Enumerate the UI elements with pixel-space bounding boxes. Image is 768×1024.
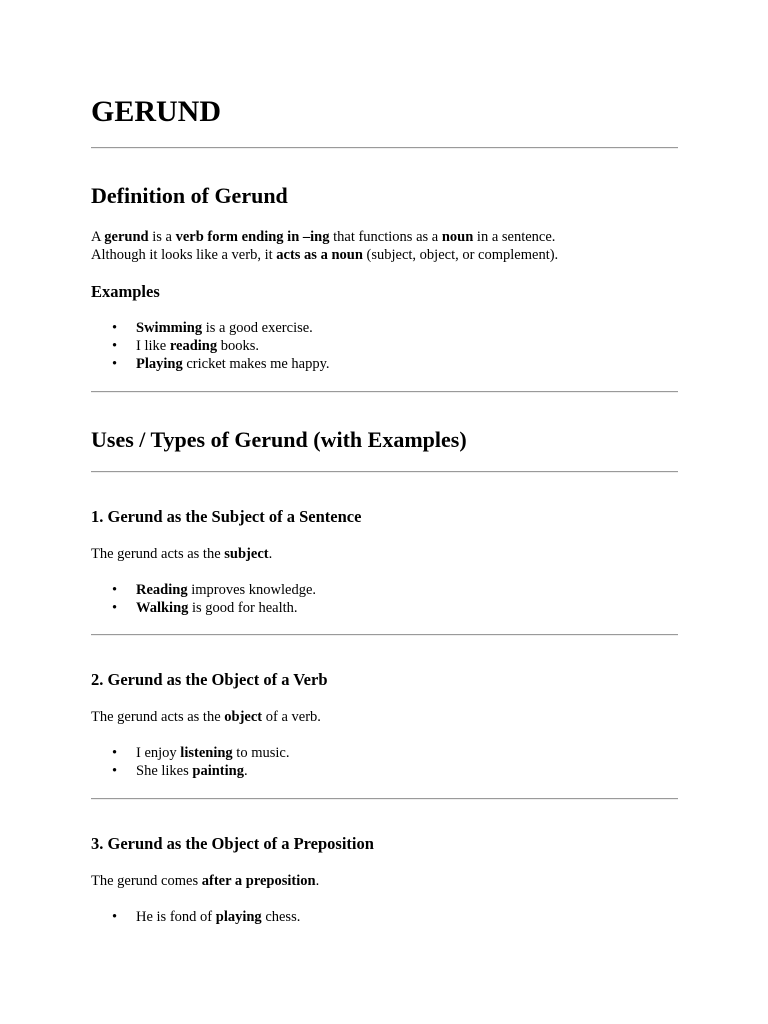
section-2-list bbox=[91, 744, 289, 780]
text-span: I like bbox=[136, 338, 170, 354]
definition-line-1 bbox=[91, 228, 555, 246]
bold-term: gerund bbox=[104, 229, 149, 245]
text-span: is a bbox=[148, 229, 176, 245]
list-item bbox=[91, 599, 316, 617]
text-span: is a good exercise. bbox=[202, 320, 313, 336]
text-span: The gerund acts as the bbox=[91, 709, 225, 725]
bold-term: Walking bbox=[136, 600, 189, 616]
list-item bbox=[91, 908, 300, 926]
bold-term: reading bbox=[169, 338, 218, 354]
section-3-heading: 3. Gerund as the Object of a Preposition bbox=[91, 834, 374, 853]
definition-heading: Definition of Gerund bbox=[91, 183, 288, 208]
bold-term: verb form ending in –ing bbox=[175, 229, 330, 245]
bullet-icon: • bbox=[112, 763, 118, 779]
text-span: . bbox=[243, 763, 248, 779]
text-span: . bbox=[315, 873, 320, 889]
bold-term: acts as a noun bbox=[276, 247, 363, 263]
horizontal-rule bbox=[91, 391, 678, 393]
text-span: in a sentence. bbox=[473, 229, 556, 245]
page-title: GERUND bbox=[91, 95, 222, 128]
horizontal-rule bbox=[91, 798, 678, 800]
section-1-list bbox=[91, 581, 316, 617]
bullet-icon: • bbox=[112, 356, 118, 372]
text-span: I enjoy bbox=[136, 745, 181, 761]
list-item bbox=[91, 355, 330, 373]
examples-heading: Examples bbox=[91, 282, 160, 301]
examples-list bbox=[91, 319, 330, 373]
text-span: (subject, object, or complement). bbox=[362, 247, 559, 263]
section-2-heading: 2. Gerund as the Object of a Verb bbox=[91, 670, 328, 689]
text-span: cricket makes me happy. bbox=[182, 356, 330, 372]
bold-term: Swimming bbox=[136, 320, 203, 336]
bold-term: Playing bbox=[136, 356, 183, 372]
text-span: is good for health. bbox=[188, 600, 298, 616]
horizontal-rule bbox=[91, 634, 678, 636]
section-1-description bbox=[91, 545, 272, 563]
text-span: that functions as a bbox=[329, 229, 442, 245]
text-span: The gerund acts as the bbox=[91, 546, 225, 562]
bullet-icon: • bbox=[112, 909, 118, 925]
bold-term: object bbox=[224, 709, 263, 725]
definition-line-2 bbox=[91, 246, 558, 264]
uses-heading: Uses / Types of Gerund (with Examples) bbox=[91, 427, 467, 452]
bullet-icon: • bbox=[112, 582, 118, 598]
list-item bbox=[91, 762, 289, 780]
bullet-icon: • bbox=[112, 600, 118, 616]
section-2-description bbox=[91, 708, 321, 726]
text-span: to music. bbox=[232, 745, 290, 761]
bold-term: Reading bbox=[136, 582, 188, 598]
bold-term: playing bbox=[215, 909, 262, 925]
horizontal-rule bbox=[91, 147, 678, 149]
horizontal-rule bbox=[91, 471, 678, 473]
bold-term: noun bbox=[441, 229, 474, 245]
text-span: books. bbox=[217, 338, 260, 354]
list-item bbox=[91, 337, 330, 355]
text-span: Although it looks like a verb, it bbox=[91, 247, 277, 263]
text-span: She likes bbox=[136, 763, 193, 779]
section-3-list bbox=[91, 908, 300, 926]
section-3-description bbox=[91, 872, 319, 890]
bold-term: after a preposition bbox=[201, 873, 316, 889]
bold-term: painting bbox=[192, 763, 244, 779]
bullet-icon: • bbox=[112, 745, 118, 761]
text-span: The gerund comes bbox=[91, 873, 202, 889]
text-span: chess. bbox=[261, 909, 301, 925]
bullet-icon: • bbox=[112, 320, 118, 336]
bold-term: subject bbox=[224, 546, 269, 562]
list-item bbox=[91, 319, 330, 337]
list-item bbox=[91, 744, 289, 762]
bold-term: listening bbox=[180, 745, 233, 761]
text-span: . bbox=[268, 546, 273, 562]
text-span: of a verb. bbox=[262, 709, 321, 725]
text-span: A bbox=[91, 229, 105, 245]
section-1-heading: 1. Gerund as the Subject of a Sentence bbox=[91, 507, 362, 526]
list-item bbox=[91, 581, 316, 599]
text-span: He is fond of bbox=[136, 909, 216, 925]
bullet-icon: • bbox=[112, 338, 118, 354]
text-span: improves knowledge. bbox=[187, 582, 317, 598]
